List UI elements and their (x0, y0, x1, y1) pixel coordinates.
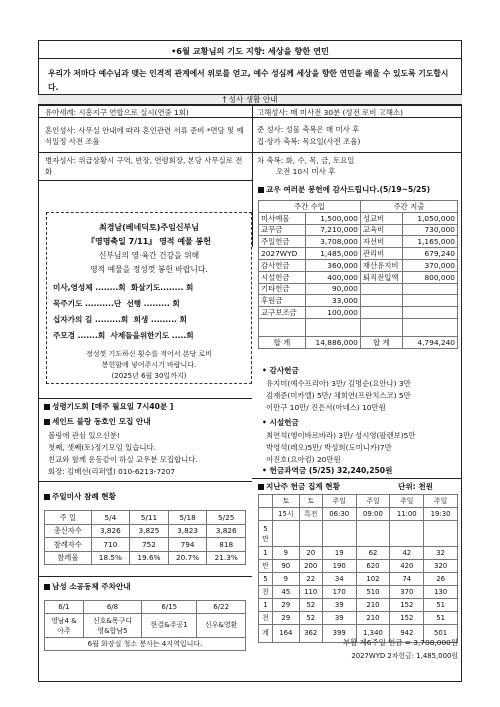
table-cell: 90 (273, 560, 300, 573)
table-cell: 기타헌금 (259, 283, 306, 295)
parking-title (44, 582, 131, 591)
sacrament-confession: 고해성사: 매 미사전 30분 (성전 로비 고해소) (257, 108, 403, 117)
table-row (259, 295, 458, 307)
table-cell: 3,708,000 (305, 236, 360, 248)
table-cell: 9 (273, 573, 300, 586)
table-cell (360, 283, 402, 295)
table-header: 6/8 (83, 601, 141, 614)
table-cell (360, 295, 402, 307)
table-cell: 합 계 (259, 336, 306, 348)
table-cell: 26 (424, 573, 458, 586)
sacrament-infant-baptism: 유아세례: 시흥지구 연합으로 실시(연중 1회) (45, 108, 189, 117)
square-icon (44, 419, 50, 425)
table-row (259, 283, 458, 295)
table-row (259, 586, 458, 599)
prayer-intention-body: 우리가 저마다 예수님과 맺는 인격적 관계에서 위로를 얻고, 예수 성심께 세상을 향한 연민을 배울 수 있도록 기도합시다. (48, 69, 449, 92)
table-cell: 1,165,000 (402, 236, 457, 248)
table-cell: 110 (299, 586, 322, 599)
finance-table (258, 200, 458, 349)
table-cell: 39 (322, 599, 356, 612)
club-label: 세인트 블랑 동호인 모집 안내 (52, 417, 151, 426)
table-header: 15시 (273, 508, 300, 521)
sacrament-section-title: † 성사 생활 안내 (38, 94, 462, 105)
table-header: 06:30 (322, 508, 356, 521)
table-header: 토 (273, 495, 300, 508)
table-cell: 4,794,240 (402, 336, 457, 348)
table-cell (322, 521, 356, 547)
notice-row (53, 331, 249, 340)
divider (252, 152, 462, 153)
notice-item: 선행 ......... 회 (126, 299, 180, 308)
table-cell: 510 (356, 586, 390, 599)
notice-title: 최경남(베네딕토)주임신부님 (98, 223, 200, 232)
table-cell: 6월 화장실 청소 봉사는 4지역입니다. (45, 638, 246, 651)
table-cell: 370 (390, 586, 424, 599)
table-cell: 교육비 (360, 224, 402, 236)
table-cell: 20.7% (168, 551, 207, 565)
table-header: 주일 (390, 495, 424, 508)
table-cell: 32 (424, 547, 458, 560)
table-cell: 752 (130, 538, 169, 552)
notice-footer: (2025년 6월 30일까지) (111, 372, 187, 380)
sacrament-anointing: 병자성사: 위급상황시 구역, 반장, 연령회장, 본당 사무실로 전화 (45, 156, 243, 176)
attendance-title (44, 492, 116, 501)
total-offering-line: • 헌금과역금 (5/25) 32,240,250원 (262, 466, 393, 475)
table-row (259, 336, 458, 348)
table-header: 5/25 (207, 511, 246, 525)
table-cell: 19 (322, 547, 356, 560)
facility-offering-line: 최연석(엥이바르바라) 3만/ 성시영(팔렌보)5만 (266, 431, 416, 440)
offering-summary: 부활 제6주일 헌금 = 3,708,000원 (342, 638, 458, 647)
table-cell (402, 307, 457, 319)
table-cell (402, 295, 457, 307)
table-cell: 818 (207, 538, 246, 552)
table-cell: 1,485,000 (305, 248, 360, 260)
table-cell: 710 (91, 538, 130, 552)
table-cell: 370,000 (402, 259, 457, 271)
notice-row (53, 299, 249, 308)
table-cell (356, 521, 390, 547)
table-cell: 후원금 (259, 295, 306, 307)
table-row (45, 524, 246, 538)
table-row (259, 259, 458, 271)
club-contact: 회장: 김배선(리퍼엘) 010-6213-7207 (48, 467, 176, 476)
table-cell: 164 (273, 625, 300, 643)
table-cell: 3,826 (91, 524, 130, 538)
table-cell: 52 (299, 599, 322, 612)
table-cell (402, 318, 457, 336)
prayer-intention-title: •6월 교황님의 기도 지향: 세상을 향한 연민 (171, 46, 329, 56)
divider (252, 105, 253, 247)
table-cell: 1,500,000 (305, 212, 360, 224)
table-cell: 210 (356, 612, 390, 625)
table-row (259, 236, 458, 248)
table-cell: 100,000 (305, 307, 360, 319)
table-cell: 152 (390, 612, 424, 625)
table-row (259, 201, 458, 213)
spiritual-bouquet-notice (46, 212, 252, 384)
table-cell: 참례자수 (45, 538, 92, 552)
table-header: 토 (299, 495, 322, 508)
table-cell: 33,000 (305, 295, 360, 307)
table-cell: 총신자수 (45, 524, 92, 538)
table-cell: 130 (424, 586, 458, 599)
table-cell: 51 (424, 612, 458, 625)
table-cell: 재산유지비 (360, 259, 402, 271)
table-row (259, 224, 458, 236)
table-cell: 170 (322, 586, 356, 599)
table-cell: 천 (259, 586, 273, 599)
square-icon (44, 584, 50, 590)
table-cell: 730,000 (402, 224, 457, 236)
table-cell (273, 521, 300, 547)
notice-item: 화살기도........ 회 (130, 283, 194, 292)
table-row (259, 248, 458, 260)
table-cell: 1,050,000 (402, 212, 457, 224)
square-icon (44, 494, 50, 500)
table-cell: 1 (259, 547, 273, 560)
table-cell: 800,000 (402, 271, 457, 283)
table-cell: 영남4 & 아주 (45, 614, 84, 638)
table-cell: 3,825 (130, 524, 169, 538)
finance-title (258, 185, 430, 194)
table-cell: 5 (259, 573, 273, 586)
table-cell: 620 (356, 560, 390, 573)
table-row (259, 212, 458, 224)
gratitude-offering-line: 유지미(예수프리아) 3만/ 김명순(요안나) 3만 (266, 379, 411, 388)
table-cell: 42 (390, 547, 424, 560)
table-cell: 7,210,000 (305, 224, 360, 236)
table-cell: 20 (299, 547, 322, 560)
table-row (45, 551, 246, 565)
parking-label: 남성 소공동체 주차안내 (52, 582, 131, 591)
notice-text: 신부님의 영·육간 건강을 위해 (98, 251, 200, 260)
table-cell: 2027WYD (259, 248, 306, 260)
facility-offering-title: • 시설헌금 (262, 418, 299, 427)
table-cell: 14,886,000 (305, 336, 360, 348)
table-cell: 시설헌금 (259, 271, 306, 283)
attendance-label: 주일미사 참례 현황 (52, 492, 116, 501)
table-cell: 152 (390, 599, 424, 612)
table-cell: 감사헌금 (259, 259, 306, 271)
table-header: 5/11 (130, 511, 169, 525)
notice-item: 희생 ......... 회 (133, 315, 187, 324)
table-header: 09:00 (356, 508, 390, 521)
square-icon (258, 484, 264, 490)
table-row (259, 573, 458, 586)
table-header: 주일 (322, 495, 356, 508)
notice-footer: 정성껏 기도하신 횟수를 적어서 본당 로비 (85, 350, 213, 358)
table-cell: 21.3% (207, 551, 246, 565)
table-header: 특전 (299, 508, 322, 521)
table-cell: 9 (273, 547, 300, 560)
table-cell: 관리비 (360, 248, 402, 260)
table-cell: 34 (322, 573, 356, 586)
table-row (259, 318, 458, 336)
prayer-meeting-title (44, 402, 173, 411)
table-cell: 400,000 (305, 271, 360, 283)
table-header: 주간 수입 (259, 201, 361, 213)
table-cell: 3,826 (207, 524, 246, 538)
table-row (259, 599, 458, 612)
table-cell: 1 (259, 599, 273, 612)
table-cell: 참례율 (45, 551, 92, 565)
table-cell: 22 (299, 573, 322, 586)
notice-text: 영적 예물을 정성껏 봉헌 바랍니다. (90, 265, 208, 274)
table-cell (305, 318, 360, 336)
sacrament-blessing-car: 차 축복: 화, 수, 목, 금, 토요일 (257, 156, 355, 165)
gratitude-offering-title: • 감사헌금 (262, 366, 299, 375)
table-header: 6/1 (45, 601, 84, 614)
notice-subtitle: 『영명축일 7/11』 영적 예물 봉헌 (86, 237, 212, 246)
offering-label: 지난주 헌금 집계 현황 (266, 482, 340, 491)
notice-item: 묵주기도 ..........단 (53, 299, 122, 308)
table-cell: 3,823 (168, 524, 207, 538)
prayer-meeting-label: 성령기도회 [매주 월요일 7시40분 ] (52, 402, 174, 411)
parking-table (44, 600, 246, 651)
square-icon (44, 404, 50, 410)
table-cell: 18.5% (91, 551, 130, 565)
table-cell: 679,240 (402, 248, 457, 260)
table-header: 주 일 (45, 511, 92, 525)
table-row (259, 508, 458, 521)
table-cell: 천 (259, 612, 273, 625)
table-cell (259, 318, 306, 336)
club-line: 친교와 함께 운동같이 하실 교우분 모집합니다. (48, 455, 198, 464)
sacrament-blessing-house: 집·상가 축복: 목요일(사전 조율) (257, 137, 361, 146)
table-cell: 794 (168, 538, 207, 552)
divider (38, 180, 252, 181)
table-header (259, 495, 273, 508)
table-header: 19:30 (424, 508, 458, 521)
divider (38, 152, 252, 153)
sacrament-blessing-car-time: 오전 10시 미사 후 (276, 167, 336, 176)
notice-item: 주모경 .......회 (53, 331, 106, 340)
table-cell: 74 (390, 573, 424, 586)
sacrament-blessing-items: 준 성사: 성물 축복은 매 미사 후 (257, 125, 360, 134)
notice-row (53, 315, 249, 324)
table-header (259, 508, 273, 521)
gratitude-offering-line: 김재준(미카엘) 5만/ 채희연(프란치스코) 5만 (266, 391, 411, 400)
sacrament-marriage: 혼인성사: 사무실 안내에 따라 혼인관련 서류 준비 *면담 및 예식일정 사전 조율 (45, 126, 244, 146)
table-cell: 190 (322, 560, 356, 573)
divider (252, 478, 462, 479)
table-header: 주일 (424, 495, 458, 508)
club-line: 볼링에 관심 있으신분! (48, 431, 120, 440)
table-row (259, 271, 458, 283)
notice-item: 십자가의 길 .........회 (53, 315, 129, 324)
table-row (259, 495, 458, 508)
offering-unit: 단위: 천원 (398, 482, 434, 491)
offering-title (258, 482, 340, 491)
table-cell: 360,000 (305, 259, 360, 271)
table-cell: 성교비 (360, 212, 402, 224)
table-cell: 신우&영환 (197, 614, 246, 638)
offering-table (258, 494, 458, 643)
table-cell (360, 318, 402, 336)
club-line: 첫째, 셋째(토)정기모임 있습니다. (48, 443, 156, 452)
table-cell: 51 (424, 599, 458, 612)
table-row (259, 560, 458, 573)
facility-offering-line: 박영석(레오)5만/ 박성희(도미니카)7만 (266, 443, 392, 452)
table-cell: 102 (356, 573, 390, 586)
table-cell: 942 (390, 625, 424, 643)
table-cell: 1,340 (356, 625, 390, 643)
club-title (44, 417, 151, 426)
table-row (259, 307, 458, 319)
table-cell: 19.6% (130, 551, 169, 565)
table-cell (299, 521, 322, 547)
table-cell: 501 (424, 625, 458, 643)
table-cell: 주일헌금 (259, 236, 306, 248)
table-row (259, 547, 458, 560)
table-header: 5/4 (91, 511, 130, 525)
table-cell: 210 (356, 599, 390, 612)
table-cell: 미사예물 (259, 212, 306, 224)
table-cell (402, 283, 457, 295)
table-header: 6/15 (142, 601, 197, 614)
table-cell: 39 (322, 612, 356, 625)
table-row (45, 601, 246, 614)
divider (38, 481, 252, 482)
table-row (45, 614, 246, 638)
table-cell: 62 (356, 547, 390, 560)
table-cell: 45 (273, 586, 300, 599)
table-cell: 320 (424, 560, 458, 573)
divider (38, 58, 462, 59)
table-cell: 52 (299, 612, 322, 625)
finance-label: 교우 여러분 봉헌에 감사드립니다.(5/19~5/25) (266, 185, 431, 194)
table-cell (360, 307, 402, 319)
table-header: 6/22 (197, 601, 246, 614)
table-cell: 만 (259, 560, 273, 573)
table-cell: 200 (299, 560, 322, 573)
table-cell (424, 521, 458, 547)
table-cell: 자선비 (360, 236, 402, 248)
table-row (45, 511, 246, 525)
table-header: 주간 지출 (360, 201, 457, 213)
notice-item: 사제들을위한기도 .....회 (110, 331, 194, 340)
table-header: 주일 (356, 495, 390, 508)
table-row (259, 521, 458, 547)
notice-footer: 봉헌함에 넣어주시기 바랍니다. (101, 361, 197, 369)
table-cell: 신호&목구디 영&합남5 (83, 614, 141, 638)
table-cell (390, 521, 424, 547)
table-cell: 한결&주공1 (142, 614, 197, 638)
divider (38, 576, 252, 577)
divider (38, 105, 462, 106)
table-header: 11:00 (390, 508, 424, 521)
notice-item: 미사,영성체 ........회 (53, 283, 126, 292)
table-cell: 362 (299, 625, 322, 643)
divider (38, 398, 252, 399)
table-cell: 90,000 (305, 283, 360, 295)
offering-summary: 2027WYD 2차헌금: 1,485,000원 (351, 652, 458, 660)
square-icon (258, 187, 264, 193)
table-cell: 계 (259, 625, 273, 643)
table-cell: 420 (390, 560, 424, 573)
attendance-table (44, 510, 246, 565)
notice-row (53, 283, 249, 292)
facility-offering-line: 이진호(요아킴) 20만원 (266, 455, 341, 464)
table-row (45, 638, 246, 651)
table-cell: 퇴직전입액 (360, 271, 402, 283)
table-cell: 교구보조금 (259, 307, 306, 319)
gratitude-offering-line: 이만구 10만/ 진은서(아네스) 10만원 (266, 403, 386, 412)
table-cell: 합 계 (360, 336, 402, 348)
table-row (45, 538, 246, 552)
table-cell: 29 (273, 612, 300, 625)
table-cell: 5 만 (259, 521, 273, 547)
table-cell: 399 (322, 625, 356, 643)
table-row (259, 612, 458, 625)
table-cell: 교무금 (259, 224, 306, 236)
table-cell: 29 (273, 599, 300, 612)
table-header: 5/18 (168, 511, 207, 525)
